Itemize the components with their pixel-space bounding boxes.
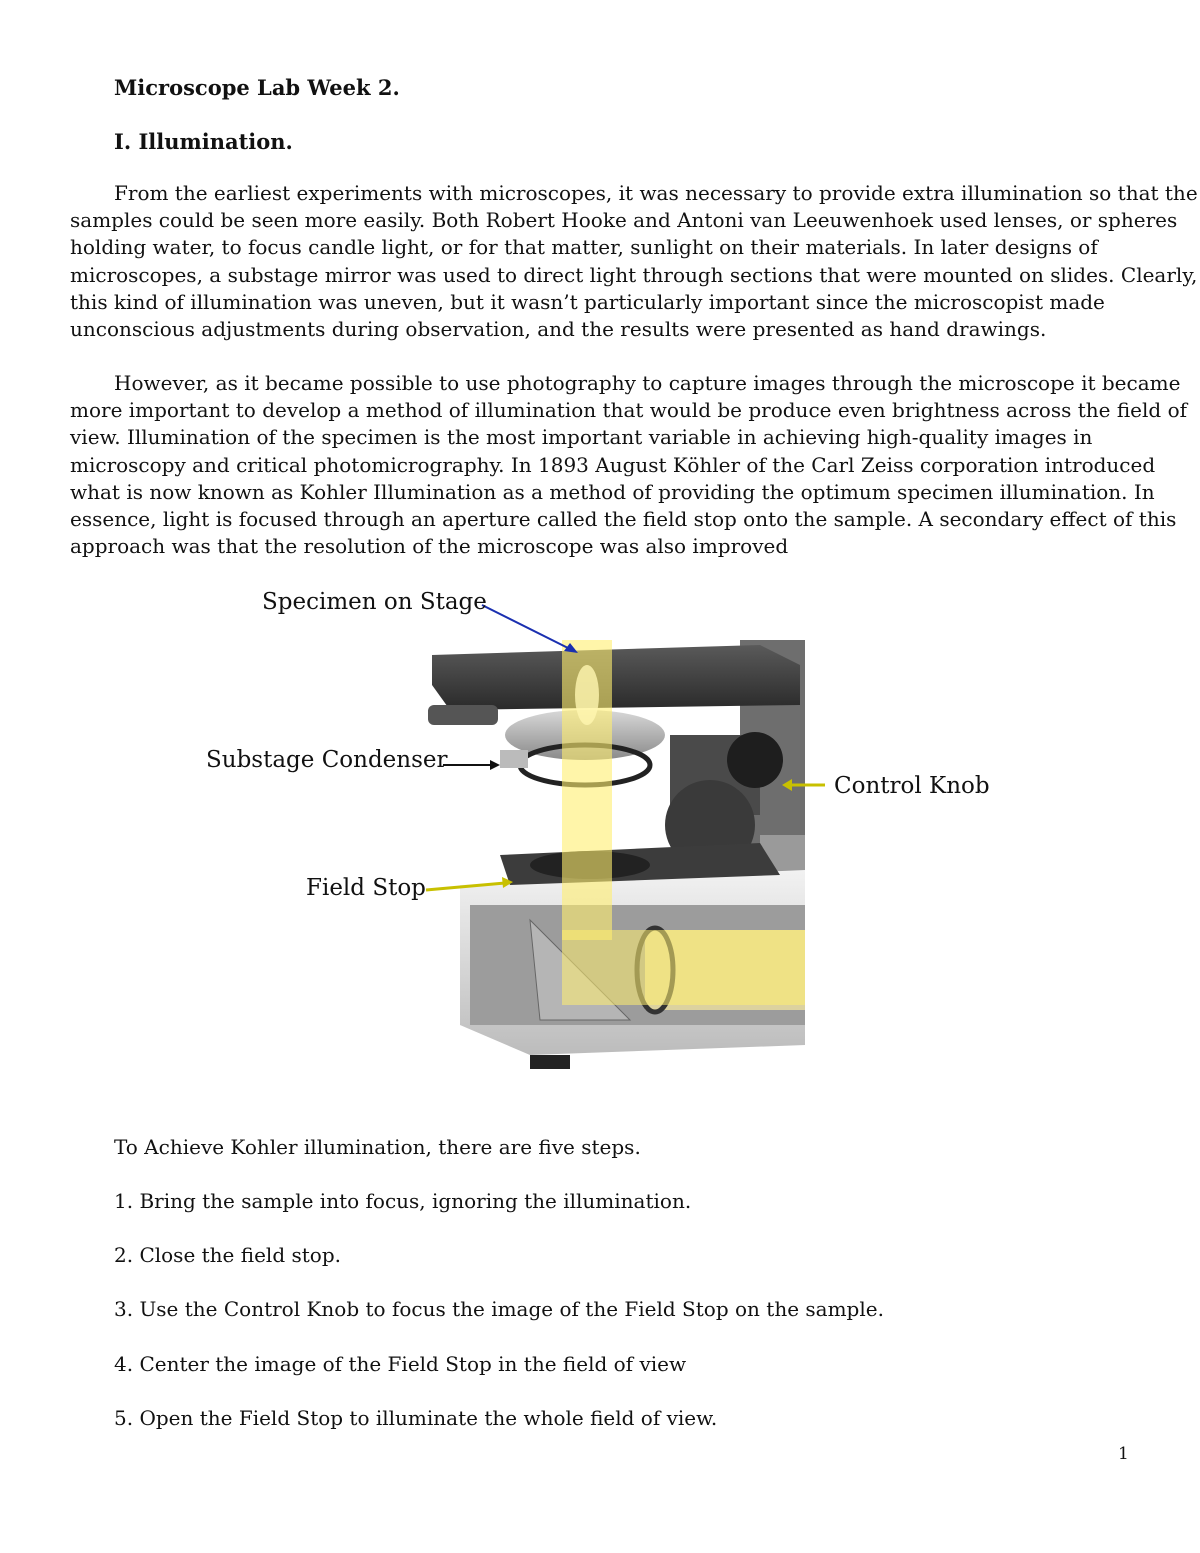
paragraph-line: this kind of illumination was uneven, but it wasn’t particularly important since the microscopist made [70, 289, 1105, 314]
paragraph-line: However, as it became possible to use photography to capture images through the microscope it became [114, 371, 1181, 395]
microscope-illustration [200, 585, 1000, 1085]
steps-intro: To Achieve Kohler illumination, there are five steps. [114, 1135, 641, 1159]
paragraph-line: unconscious adjustments during observation, and the results were presented as hand drawings. [70, 317, 1047, 342]
step-item: 1. Bring the sample into focus, ignoring the illumination. [114, 1189, 692, 1213]
step-item: 2. Close the field stop. [114, 1243, 341, 1267]
paragraph-line: what is now known as Kohler Illumination as a method of providing the optimum specimen illumination. In [70, 479, 1155, 504]
arrow-specimen [482, 605, 572, 650]
stage-plate [432, 645, 800, 710]
label-field-stop: Field Stop [306, 875, 426, 901]
control-knob-shape [727, 732, 783, 788]
paragraph-line: From the earliest experiments with microscopes, it was necessary to provide extra illumination so that the [114, 181, 1198, 205]
stage-knob [428, 705, 498, 725]
paragraph-line: approach was that the resolution of the microscope was also improved [70, 534, 789, 559]
document-title: Microscope Lab Week 2. [114, 75, 400, 100]
arrowhead-condenser [490, 760, 500, 770]
step-item: 3. Use the Control Knob to focus the image of the Field Stop on the sample. [114, 1297, 884, 1321]
paragraph-kohler [70, 370, 1188, 560]
paragraph-history [70, 180, 1198, 343]
paragraph-line: essence, light is focused through an aperture called the field stop onto the sample. A secondary effect of this [70, 507, 1177, 532]
paragraph-line: microscopy and critical photomicrography. In 1893 August Köhler of the Carl Zeiss corporation introduced [70, 452, 1156, 477]
paragraph-line: view. Illumination of the specimen is the most important variable in achieving high-quality images in [70, 425, 1093, 450]
paragraph-line: microscopes, a substage mirror was used to direct light through sections that were mounted on slides. Clearly, [70, 262, 1198, 287]
focused-light [575, 665, 599, 725]
label-control-knob: Control Knob [834, 773, 990, 799]
paragraph-line: samples could be seen more easily. Both Robert Hooke and Antoni van Leeuwenhoek used lenses, or spheres [70, 208, 1178, 233]
step-item: 5. Open the Field Stop to illuminate the whole field of view. [114, 1406, 718, 1430]
label-substage-condenser: Substage Condenser [206, 747, 448, 773]
condenser-pin [500, 750, 528, 768]
page-number: 1 [1118, 1444, 1129, 1464]
paragraph-line: holding water, to focus candle light, or for that matter, sunlight on their materials. In later designs of [70, 235, 1098, 260]
label-specimen-on-stage: Specimen on Stage [262, 589, 487, 615]
light-beam-horizontal [562, 930, 805, 1005]
foot [530, 1055, 570, 1069]
step-item: 4. Center the image of the Field Stop in the field of view [114, 1352, 687, 1376]
section-heading: I. Illumination. [114, 129, 293, 154]
paragraph-line: more important to develop a method of illumination that would be produce even brightness across the field of [70, 398, 1188, 423]
microscope-figure [200, 585, 1000, 1085]
